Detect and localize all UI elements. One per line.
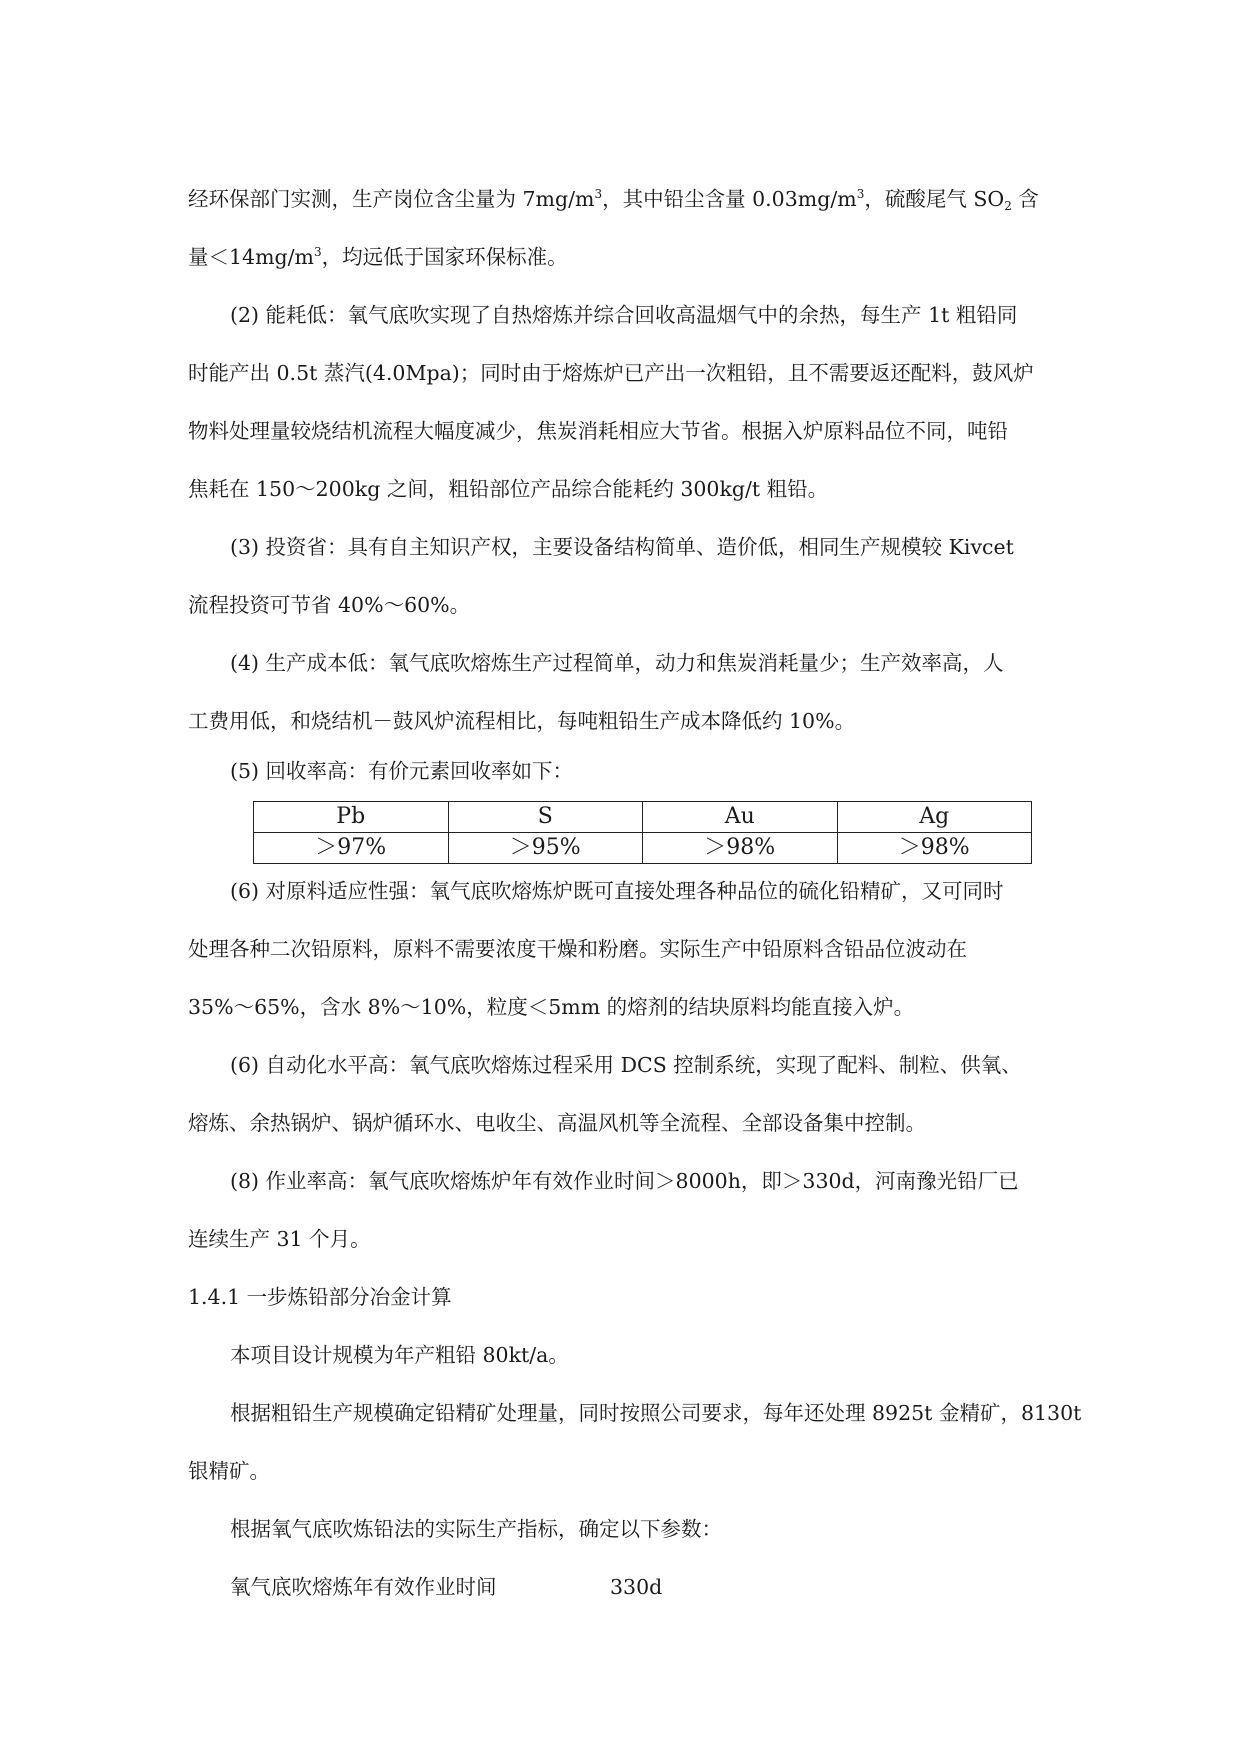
text-line: 根据氧气底吹炼铅法的实际生产指标，确定以下参数： <box>230 1517 722 1541</box>
text-line: 流程投资可节省 40%～60%。 <box>188 593 471 617</box>
text-line: 连续生产 31 个月。 <box>188 1227 371 1251</box>
text-line: 时能产出 0.5t 蒸汽(4.0Mpa)；同时由于熔炼炉已产出一次粗铅，且不需要返还配料，鼓风炉 <box>188 361 1034 385</box>
table-header-cell: Au <box>643 802 838 833</box>
text-line: 工费用低，和烧结机－鼓风炉流程相比，每吨粗铅生产成本降低约 10%。 <box>188 709 856 733</box>
text-line: 熔炼、余热锅炉、锅炉循环水、电收尘、高温风机等全流程、全部设备集中控制。 <box>188 1111 926 1135</box>
text-line: 量$<14mg/m^3$，均远低于国家环保标准。 <box>188 245 568 269</box>
text-line: 35%～65%，含水 8%～10%，粒度＜5mm 的熔剂的结块原料均能直接入炉。 <box>188 995 915 1019</box>
text-line: 处理各种二次铅原料，原料不需要浓度干燥和粉磨。实际生产中铅原料含铅品位波动在 <box>188 937 967 961</box>
paragraph-adaptability <box>188 862 1100 1036</box>
table-cell: ＞98% <box>643 833 838 864</box>
text-line: 焦耗在 150～200kg 之间，粗铅部位产品综合能耗约 300kg/t 粗铅。 <box>188 477 829 501</box>
paragraph-cost <box>188 634 1100 750</box>
text-line: 本项目设计规模为年产粗铅 80kt/a。 <box>230 1343 569 1367</box>
parameter-row <box>188 1558 1100 1616</box>
parameter-line <box>188 1558 1100 1616</box>
text-line: (6) 自动化水平高：氧气底吹熔炼过程采用 DCS 控制系统，实现了配料、制粒、供氧、 <box>230 1053 1022 1077</box>
table-row <box>254 833 1032 864</box>
text-line: (4) 生产成本低：氧气底吹熔炼生产过程简单，动力和焦炭消耗量少；生产效率高，人 <box>230 651 1004 675</box>
table-header-cell: Pb <box>254 802 449 833</box>
table-header-row <box>254 802 1032 833</box>
text-line: (2) 能耗低：氧气底吹实现了自热熔炼并综合回收高温烟气中的余热，每生产 1t 粗铅同 <box>230 303 1018 327</box>
table-cell: ＞98% <box>837 833 1032 864</box>
table-cell: ＞97% <box>254 833 449 864</box>
paragraph-recovery <box>188 742 1100 800</box>
recovery-table <box>253 801 1032 864</box>
section-heading <box>188 1268 1100 1326</box>
text-line: 物料处理量较烧结机流程大幅度减少，焦炭消耗相应大节省。根据入炉原料品位不同，吨铅 <box>188 419 1008 443</box>
parameter-label: 氧气底吹熔炼年有效作业时间 <box>230 1575 497 1599</box>
parameter-value: 330d <box>610 1575 663 1599</box>
heading-text: 1.4.1 一步炼铅部分冶金计算 <box>188 1285 452 1309</box>
paragraph-investment <box>188 518 1100 634</box>
paragraph-energy <box>188 286 1100 518</box>
table-header-cell: S <box>448 802 643 833</box>
text-line: 根据粗铅生产规模确定铅精矿处理量，同时按照公司要求，每年还处理 8925t 金精矿，8130t <box>230 1401 1082 1425</box>
paragraph-parameters <box>188 1500 1100 1558</box>
text-line: 经环保部门实测，生产岗位含尘量为 $7mg/m^3$，其中铅尘含量 $0.03mg/m^3$，硫酸尾气 $SO_2$ 含 <box>188 187 1039 213</box>
text-line: 银精矿。 <box>188 1459 270 1483</box>
paragraph-operation-rate <box>188 1152 1100 1268</box>
text-line: (8) 作业率高：氧气底吹熔炼炉年有效作业时间＞8000h，即＞330d，河南豫光铅厂已 <box>230 1169 1019 1193</box>
text-line: (5) 回收率高：有价元素回收率如下： <box>230 759 574 783</box>
text-line: (3) 投资省：具有自主知识产权，主要设备结构简单、造价低，相同生产规模较 Kivcet <box>230 535 1014 559</box>
paragraph-basis <box>188 1384 1100 1500</box>
paragraph-scale <box>188 1326 1100 1384</box>
paragraph-environment <box>188 170 1100 286</box>
table-header-cell: Ag <box>837 802 1032 833</box>
paragraph-automation <box>188 1036 1100 1152</box>
table-cell: ＞95% <box>448 833 643 864</box>
text-line: (6) 对原料适应性强：氧气底吹熔炼炉既可直接处理各种品位的硫化铅精矿，又可同时 <box>230 879 1004 903</box>
